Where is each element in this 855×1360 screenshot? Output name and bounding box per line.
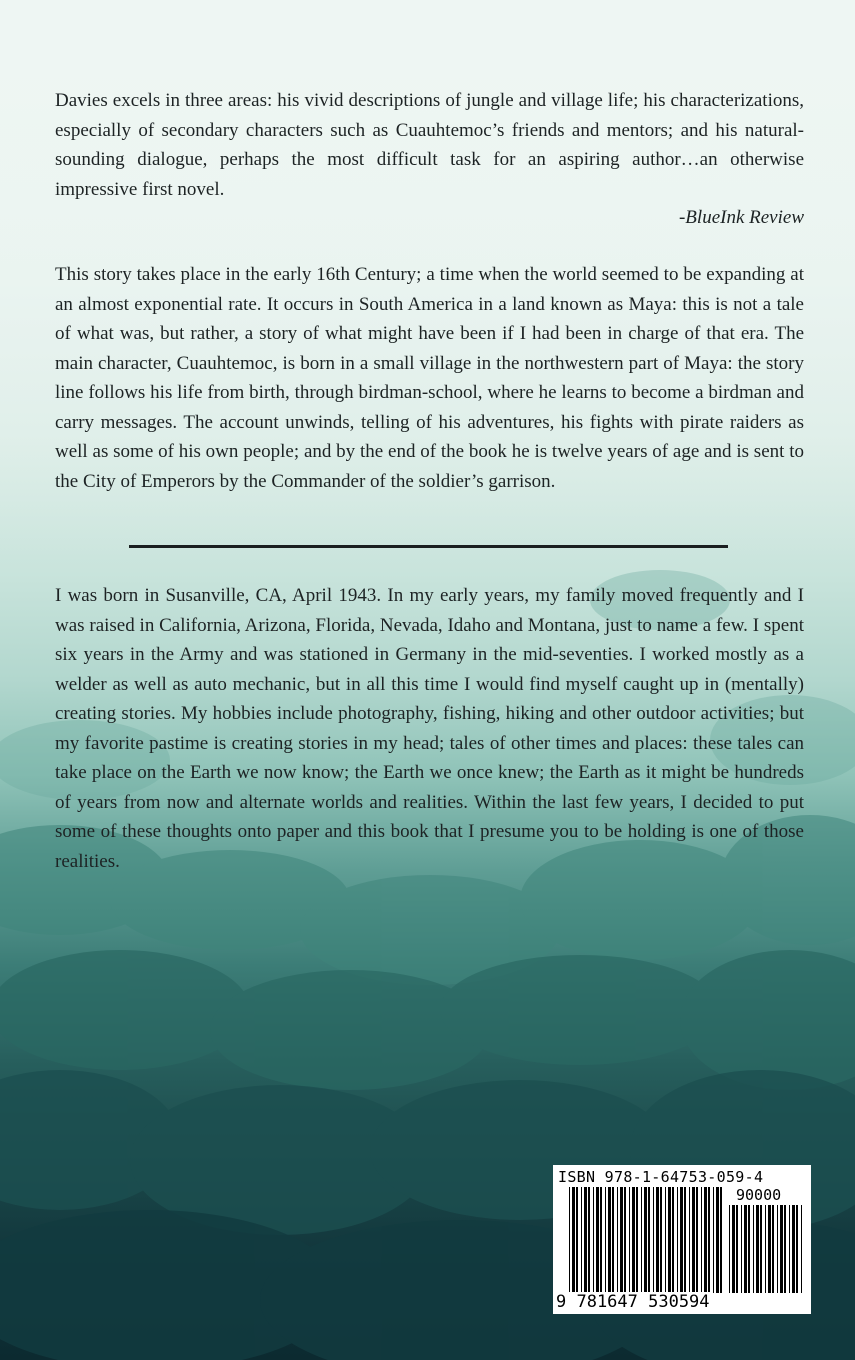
barcode-number: 9 781647 530594	[556, 1292, 710, 1312]
isbn-label: ISBN 978-1-64753-059-4	[558, 1168, 764, 1186]
isbn-barcode	[553, 1165, 811, 1314]
author-bio-paragraph: I was born in Susanville, CA, April 1943. In my early years, my family moved frequently and I was raised in California, Arizona, Florida, Nevada, Idaho and Montana, just to name a few. I spent six years in the Army and was stationed in Germany in the mid-seventies. I worked mostly as a welder as well as auto mechanic, but in all this time I would find myself caught up in (mentally) creating stories. My hobbies include photography, fishing, hiking and other outdoor activities; but my favorite pastime is creating stories in my head; tales of other times and places: these tales can take place on the Earth we now know; the Earth we once knew; the Earth as it might be hundreds of years from now and alternate worlds and realities. Within the last few years, I decided to put some of these thoughts onto paper and this book that I presume you to be holding is one of those realities.	[55, 585, 804, 872]
price-code: 90000	[736, 1186, 782, 1204]
section-divider	[129, 545, 728, 548]
review-quote: Davies excels in three areas: his vivid descriptions of jungle and village life; his characterizations, especially of secondary characters such as Cuauhtemoc’s friends and mentors; and his natural-sounding dialogue, perhaps the most difficult task for an aspiring author…an otherwise impressive first novel.	[55, 90, 804, 200]
synopsis-paragraph: This story takes place in the early 16th Century; a time when the world seemed to be expanding at an almost exponential rate. It occurs in South America in a land known as Maya: this is not a tale of what was, but rather, a story of what might have been if I had been in charge of that era. The main character, Cuauhtemoc, is born in a small village in the northwestern part of Maya: the story line follows his life from birth, through birdman-school, where he learns to become a birdman and carry messages. The account unwinds, telling of his adventures, his fights with pirate raiders as well as some of his own people; and by the end of the book he is twelve years of age and is sent to the City of Emperors by the Commander of the soldier’s garrison.	[55, 264, 804, 492]
review-attribution: -BlueInk Review	[678, 207, 804, 228]
